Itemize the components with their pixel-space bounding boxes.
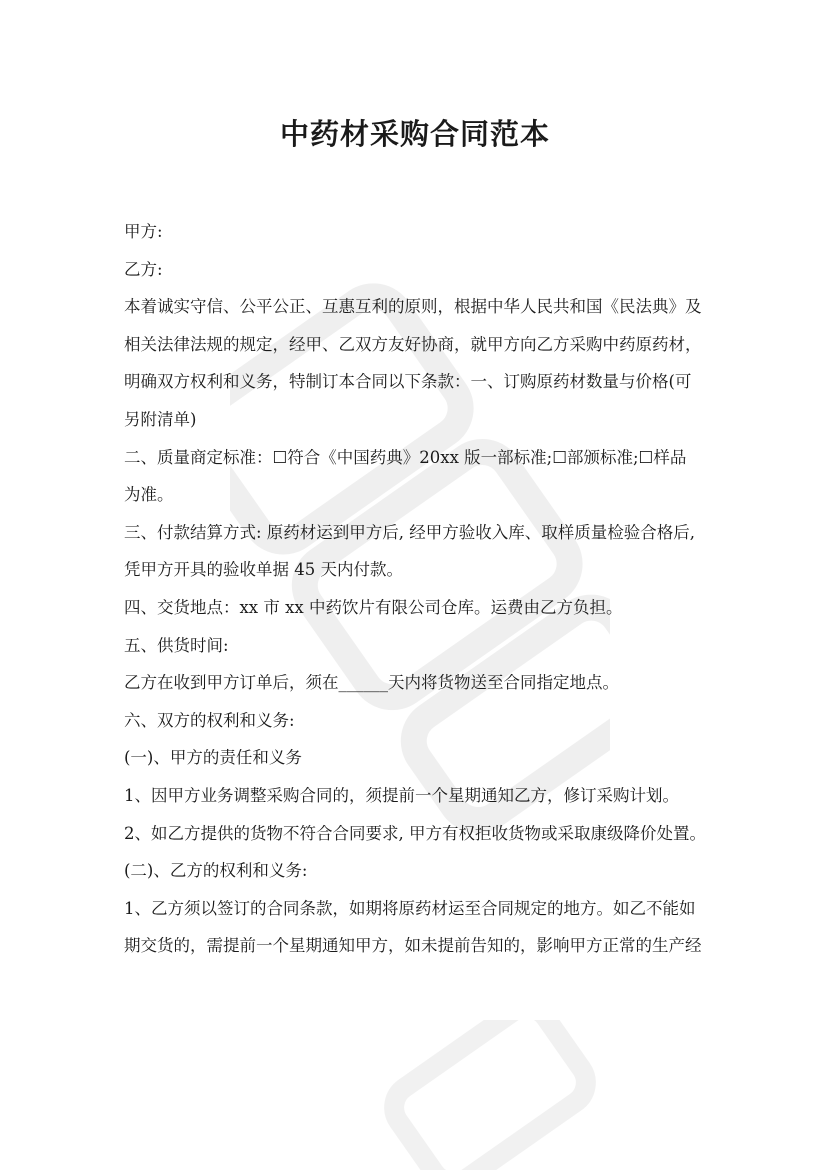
party-b-duties-heading: (二)、乙方的权利和义务:	[124, 861, 308, 881]
preamble-line: 相关法律法规的规定，经甲、乙双方友好协商，就甲方向乙方采购中药原药材，	[124, 334, 702, 354]
party-b-duty-item: 期交货的，需提前一个星期通知甲方，如未提前告知的，影响甲方正常的生产经	[124, 936, 702, 956]
party-b-line: 乙方:	[124, 259, 163, 279]
party-a-line: 甲方:	[124, 222, 163, 241]
clause-payment-line: 凭甲方开具的验收单据 45 天内付款。	[124, 560, 403, 580]
clause-supply-time-detail: 乙方在收到甲方订单后，须在______天内将货物送至合同指定地点。	[124, 673, 619, 693]
document-title: 中药材采购合同范本	[279, 117, 550, 151]
preamble-line: 本着诚实守信、公平公正、互惠互利的原则，根据中华人民共和国《民法典》及	[124, 297, 702, 317]
clause-rights-heading: 六、双方的权利和义务:	[124, 710, 295, 730]
clause-delivery-place: 四、交货地点：xx 市 xx 中药饮片有限公司仓库。运费由乙方负担。	[124, 597, 623, 617]
party-a-duties-heading: (一)、甲方的责任和义务	[124, 748, 302, 768]
document-body	[124, 213, 714, 965]
party-a-duty-item: 2、如乙方提供的货物不符合合同要求, 甲方有权拒收货物或采取康级降价处置。	[124, 823, 706, 843]
party-b-duty-item: 1、乙方须以签订的合同条款，如期将原药材运至合同规定的地方。如乙不能如	[124, 898, 696, 918]
clause-supply-time: 五、供货时间:	[124, 635, 229, 655]
watermark-logo-bottom	[360, 1020, 620, 1170]
preamble-line: 明确双方权利和义务，特制订本合同以下条款：一、订购原药材数量与价格(可	[124, 372, 692, 392]
clause-payment-line: 三、付款结算方式: 原药材运到甲方后, 经甲方验收入库、取样质量检验合格后,	[124, 522, 696, 542]
party-a-duty-item: 1、因甲方业务调整采购合同的，须提前一个星期通知乙方，修订采购计划。	[124, 785, 679, 805]
clause-quality-line: 二、质量商定标准：☐符合《中国药典》20xx 版一部标准;☐部颁标准;☐样品	[124, 447, 687, 467]
clause-quality-line: 为准。	[124, 485, 174, 505]
preamble-line: 另附清单)	[124, 409, 197, 429]
